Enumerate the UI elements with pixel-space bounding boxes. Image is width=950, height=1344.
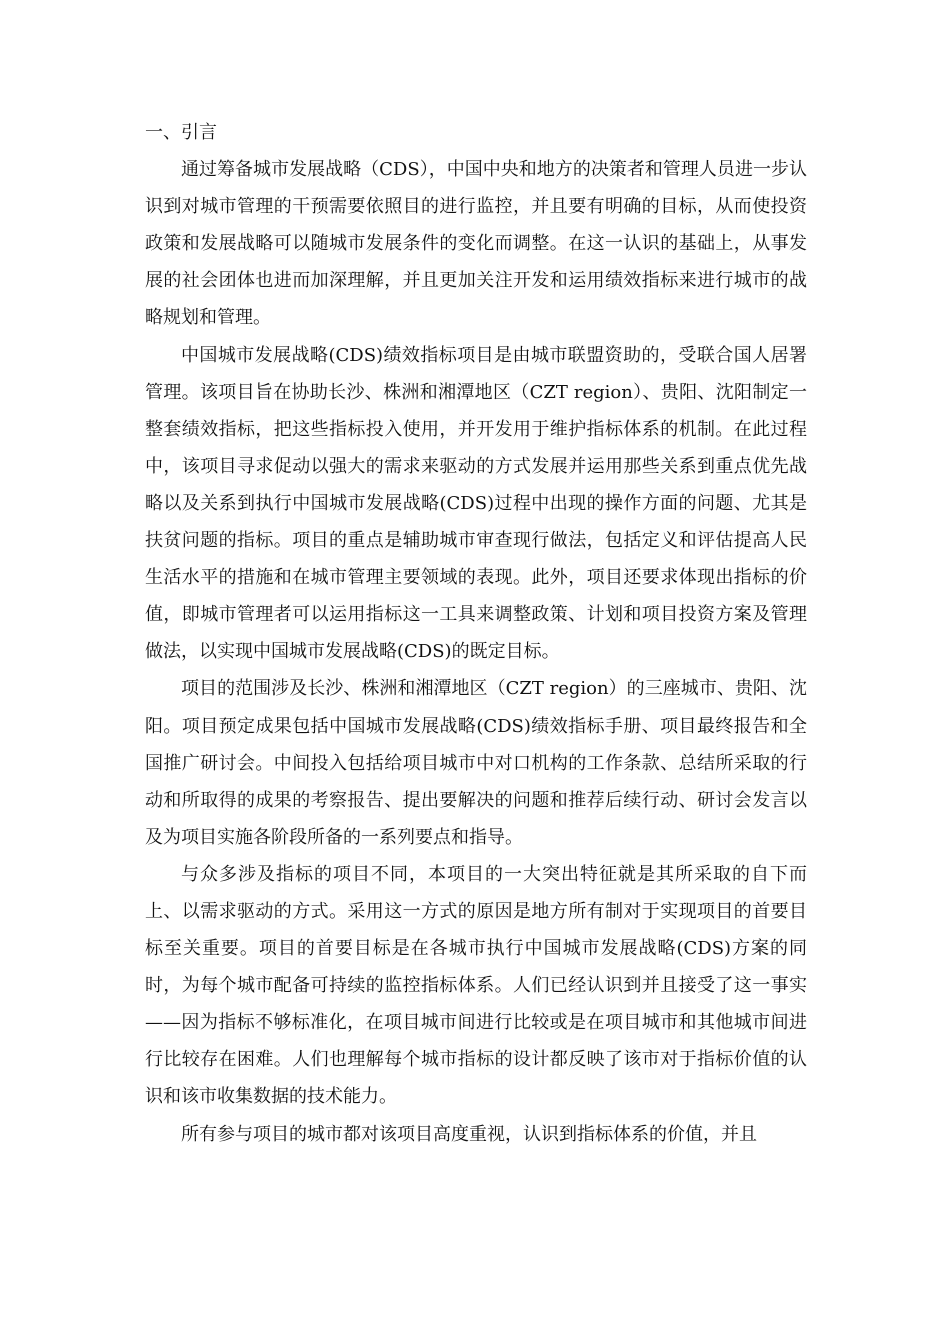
paragraph-1: 通过筹备城市发展战略（CDS），中国中央和地方的决策者和管理人员进一步认识到对城市管理的干预需要依照目的进行监控，并且要有明确的目标，从而使投资政策和发展战略可以随城市发展条件的变化而调整。在这一认识的基础上，从事发展的社会团体也进而加深理解，并且更加关注开发和运用绩效指标来进行城市的战略规划和管理。 [145,159,807,329]
paragraph-2: 中国城市发展战略(CDS)绩效指标项目是由城市联盟资助的，受联合国人居署管理。该项目旨在协助长沙、株洲和湘潭地区（CZT region）、贵阳、沈阳制定一整套绩效指标，把这些指标投入使用，并开发用于维护指标体系的机制。在此过程中，该项目寻求促动以强大的需求来驱动的方式发展并运用那些关系到重点优先战略以及关系到执行中国城市发展战略(CDS)过程中出现的操作方面的问题、尤其是扶贫问题的指标。项目的重点是辅助城市审查现行做法，包括定义和评估提高人民生活水平的措施和在城市管理主要领域的表现。此外，项目还要求体现出指标的价值，即城市管理者可以运用指标这一工具来调整政策、计划和项目投资方案及管理做法，以实现中国城市发展战略(CDS)的既定目标。 [145,344,807,663]
paragraph-5: 所有参与项目的城市都对该项目高度重视，认识到指标体系的价值，并且 [181,1123,757,1145]
paragraph-4: 与众多涉及指标的项目不同，本项目的一大突出特征就是其所采取的自下而上、以需求驱动的方式。采用这一方式的原因是地方所有制对于实现项目的首要目标至关重要。项目的首要目标是在各城市执行中国城市发展战略(CDS)方案的同时，为每个城市配备可持续的监控指标体系。人们已经认识到并且接受了这一事实——因为指标不够标准化，在项目城市间进行比较或是在项目城市和其他城市间进行比较存在困难。人们也理解每个城市指标的设计都反映了该市对于指标价值的认识和该市收集数据的技术能力。 [145,863,807,1108]
document-body [145,114,807,1153]
paragraph-3: 项目的范围涉及长沙、株洲和湘潭地区（CZT region）的三座城市、贵阳、沈阳。项目预定成果包括中国城市发展战略(CDS)绩效指标手册、项目最终报告和全国推广研讨会。中间投入包括给项目城市中对口机构的工作条款、总结所采取的行动和所取得的成果的考察报告、提出要解决的问题和推荐后续行动、研讨会发言以及为项目实施各阶段所备的一系列要点和指导。 [145,678,807,848]
section-heading: 一、引言 [145,122,217,143]
